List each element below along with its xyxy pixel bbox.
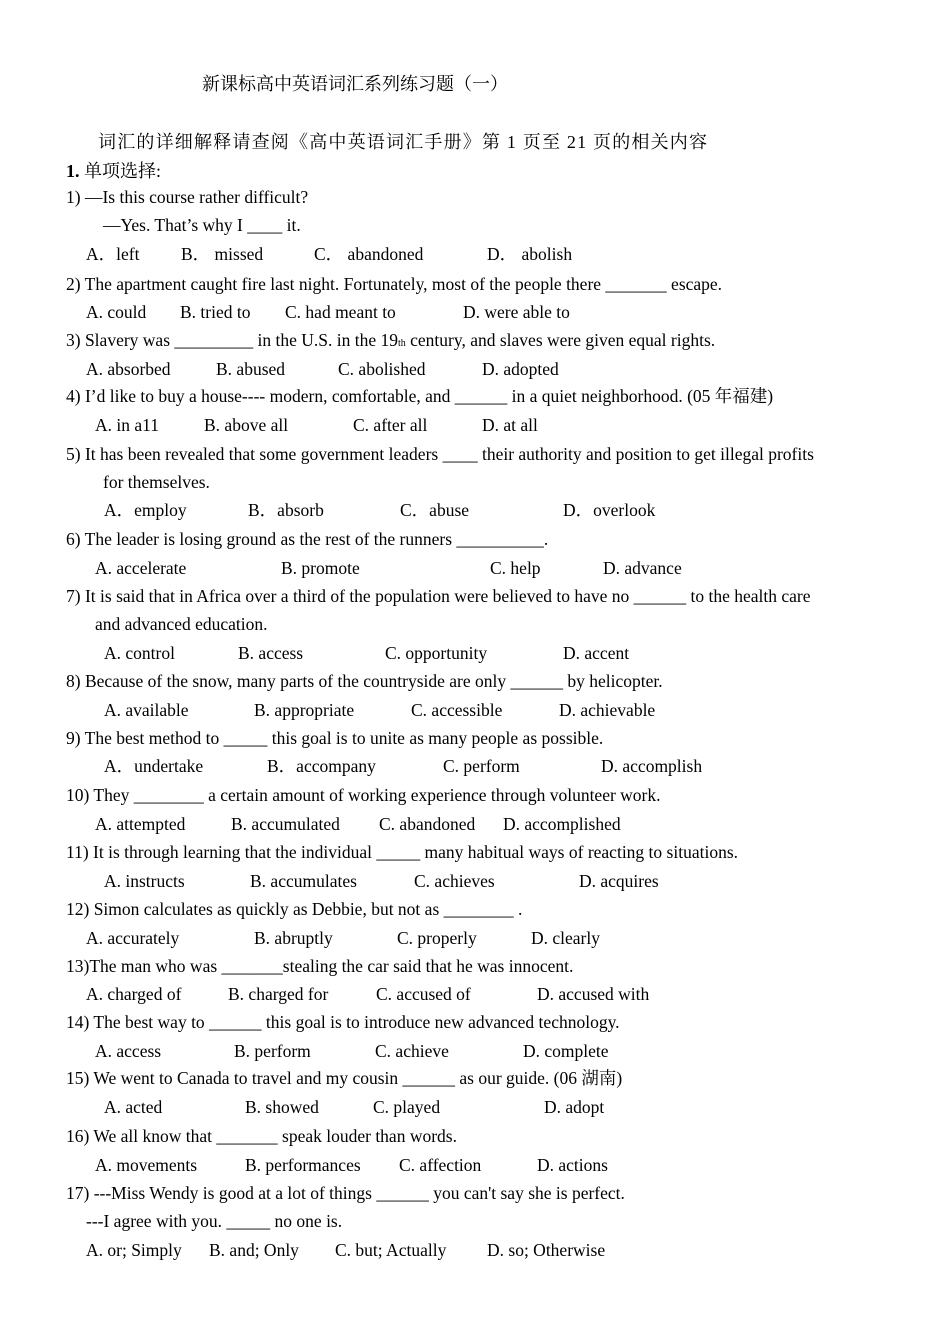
- question-13-option-a: A. charged of: [86, 984, 182, 1004]
- question-16-option-b: B. performances: [245, 1155, 361, 1175]
- page-title: 新课标高中英语词汇系列练习题（一）: [202, 74, 508, 94]
- question-11-option-d: D. acquires: [579, 871, 659, 891]
- question-10-option-c: C. abandoned: [379, 814, 476, 834]
- question-14-option-d: D. complete: [523, 1041, 609, 1061]
- question-9-option-b: B．accompany: [267, 756, 376, 776]
- question-17-option-a: A. or; Simply: [86, 1240, 182, 1260]
- question-3-option-b: B. abused: [216, 359, 286, 379]
- question-11-stem: 11) It is through learning that the individual _____ many habitual ways of reacting to situations.: [66, 842, 738, 862]
- question-6-option-b: B. promote: [281, 558, 360, 578]
- question-1-option-c: C． abandoned: [314, 244, 424, 264]
- question-12-option-a: A. accurately: [86, 928, 180, 948]
- question-4-option-d: D. at all: [482, 415, 538, 435]
- question-9-stem: 9) The best method to _____ this goal is to unite as many people as possible.: [66, 728, 604, 748]
- question-15-option-b: B. showed: [245, 1097, 319, 1117]
- question-1-stem: 1) —Is this course rather difficult?: [66, 187, 309, 207]
- question-5-option-c: C．abuse: [400, 500, 470, 520]
- question-4-option-b: B. above all: [204, 415, 289, 435]
- question-16-option-c: C. affection: [399, 1155, 482, 1175]
- question-9-option-d: D. accomplish: [601, 756, 703, 776]
- question-16-option-a: A. movements: [95, 1155, 198, 1175]
- question-2-option-d: D. were able to: [463, 302, 570, 322]
- question-6-stem: 6) The leader is losing ground as the rest of the runners __________.: [66, 529, 549, 549]
- question-12-option-d: D. clearly: [531, 928, 600, 948]
- question-8-option-b: B. appropriate: [254, 700, 355, 720]
- question-12-option-b: B. abruptly: [254, 928, 333, 948]
- page-subtitle: 词汇的详细解释请查阅《高中英语词汇手册》第 1 页至 21 页的相关内容: [98, 132, 709, 152]
- question-14-option-c: C. achieve: [375, 1041, 449, 1061]
- question-5-option-a: A．employ: [104, 500, 187, 520]
- question-17-stem-2: ---I agree with you. _____ no one is.: [86, 1211, 343, 1231]
- question-8-option-d: D. achievable: [559, 700, 656, 720]
- question-5-stem-2: for themselves.: [103, 472, 210, 492]
- question-3-option-a: A. absorbed: [86, 359, 171, 379]
- question-14-option-a: A. access: [95, 1041, 162, 1061]
- question-11-option-c: C. achieves: [414, 871, 495, 891]
- question-10-option-b: B. accumulated: [231, 814, 340, 834]
- question-14-stem: 14) The best way to ______ this goal is to introduce new advanced technology.: [66, 1012, 620, 1032]
- question-17-option-d: D. so; Otherwise: [487, 1240, 606, 1260]
- question-15-stem: 15) We went to Canada to travel and my cousin ______ as our guide. (06 湖南): [66, 1068, 623, 1088]
- question-7-option-c: C. opportunity: [385, 643, 488, 663]
- question-16-stem: 16) We all know that _______ speak louder than words.: [66, 1126, 457, 1146]
- question-8-stem: 8) Because of the snow, many parts of the countryside are only ______ by helicopter.: [66, 671, 663, 691]
- question-3-option-c: C. abolished: [338, 359, 426, 379]
- question-2-stem: 2) The apartment caught fire last night. Fortunately, most of the people there _______ escape.: [66, 274, 723, 294]
- question-6-option-c: C. help: [490, 558, 541, 578]
- question-1-option-a: A．left: [86, 244, 140, 264]
- question-8-option-a: A. available: [104, 700, 189, 720]
- question-10-stem: 10) They ________ a certain amount of working experience through volunteer work.: [66, 785, 661, 805]
- question-14-option-b: B. perform: [234, 1041, 311, 1061]
- question-11-option-b: B. accumulates: [250, 871, 357, 891]
- question-13-option-d: D. accused with: [537, 984, 650, 1004]
- question-2-option-c: C. had meant to: [285, 302, 396, 322]
- question-2-option-a: A. could: [86, 302, 147, 322]
- question-15-option-a: A. acted: [104, 1097, 163, 1117]
- question-7-stem-2: and advanced education.: [95, 614, 268, 634]
- question-6-option-a: A. accelerate: [95, 558, 187, 578]
- question-9-option-c: C. perform: [443, 756, 520, 776]
- question-1-option-d: D． abolish: [487, 244, 573, 264]
- question-12-option-c: C. properly: [397, 928, 477, 948]
- question-17-option-b: B. and; Only: [209, 1240, 299, 1260]
- question-12-stem: 12) Simon calculates as quickly as Debbie, but not as ________ .: [66, 899, 523, 919]
- question-17-option-c: C. but; Actually: [335, 1240, 447, 1260]
- section-label: 单项选择:: [79, 161, 162, 181]
- question-6-option-d: D. advance: [603, 558, 682, 578]
- question-7-option-b: B. access: [238, 643, 304, 663]
- question-4-stem: 4) I’d like to buy a house---- modern, comfortable, and ______ in a quiet neighborhood. (05 年福建): [66, 386, 774, 406]
- question-7-option-a: A. control: [104, 643, 175, 663]
- question-7-option-d: D. accent: [563, 643, 630, 663]
- question-1-stem-2: —Yes. That’s why I ____ it.: [103, 215, 301, 235]
- question-16-option-d: D. actions: [537, 1155, 608, 1175]
- question-5-option-b: B．absorb: [248, 500, 324, 520]
- question-3-stem-part-2: century, and slaves were given equal rights.: [405, 330, 716, 350]
- question-1-option-b: B． missed: [181, 244, 264, 264]
- question-3-stem-part-1: 3) Slavery was _________ in the U.S. in the 19: [66, 330, 398, 350]
- question-9-option-a: A．undertake: [104, 756, 204, 776]
- question-4-option-a: A. in a11: [95, 415, 159, 435]
- question-11-option-a: A. instructs: [104, 871, 185, 891]
- question-3-ordinal-suffix: th: [397, 338, 406, 349]
- question-5-stem: 5) It has been revealed that some government leaders ____ their authority and position to get illegal profits: [66, 444, 814, 464]
- question-10-option-d: D. accomplished: [503, 814, 621, 834]
- section-number: 1.: [66, 161, 80, 181]
- question-15-option-d: D. adopt: [544, 1097, 605, 1117]
- question-17-stem: 17) ---Miss Wendy is good at a lot of things ______ you can't say she is perfect.: [66, 1183, 625, 1203]
- question-3-stem: [66, 330, 715, 354]
- question-15-option-c: C. played: [373, 1097, 441, 1117]
- question-10-option-a: A. attempted: [95, 814, 186, 834]
- question-13-option-c: C. accused of: [376, 984, 471, 1004]
- section-heading: [66, 157, 161, 183]
- question-8-option-c: C. accessible: [411, 700, 503, 720]
- question-7-stem: 7) It is said that in Africa over a third of the population were believed to have no ______ to the health care: [66, 586, 811, 606]
- question-13-option-b: B. charged for: [228, 984, 329, 1004]
- question-3-option-d: D. adopted: [482, 359, 559, 379]
- question-13-stem: 13)The man who was _______stealing the car said that he was innocent.: [66, 956, 574, 976]
- question-2-option-b: B. tried to: [180, 302, 251, 322]
- question-4-option-c: C. after all: [353, 415, 428, 435]
- question-5-option-d: D．overlook: [563, 500, 656, 520]
